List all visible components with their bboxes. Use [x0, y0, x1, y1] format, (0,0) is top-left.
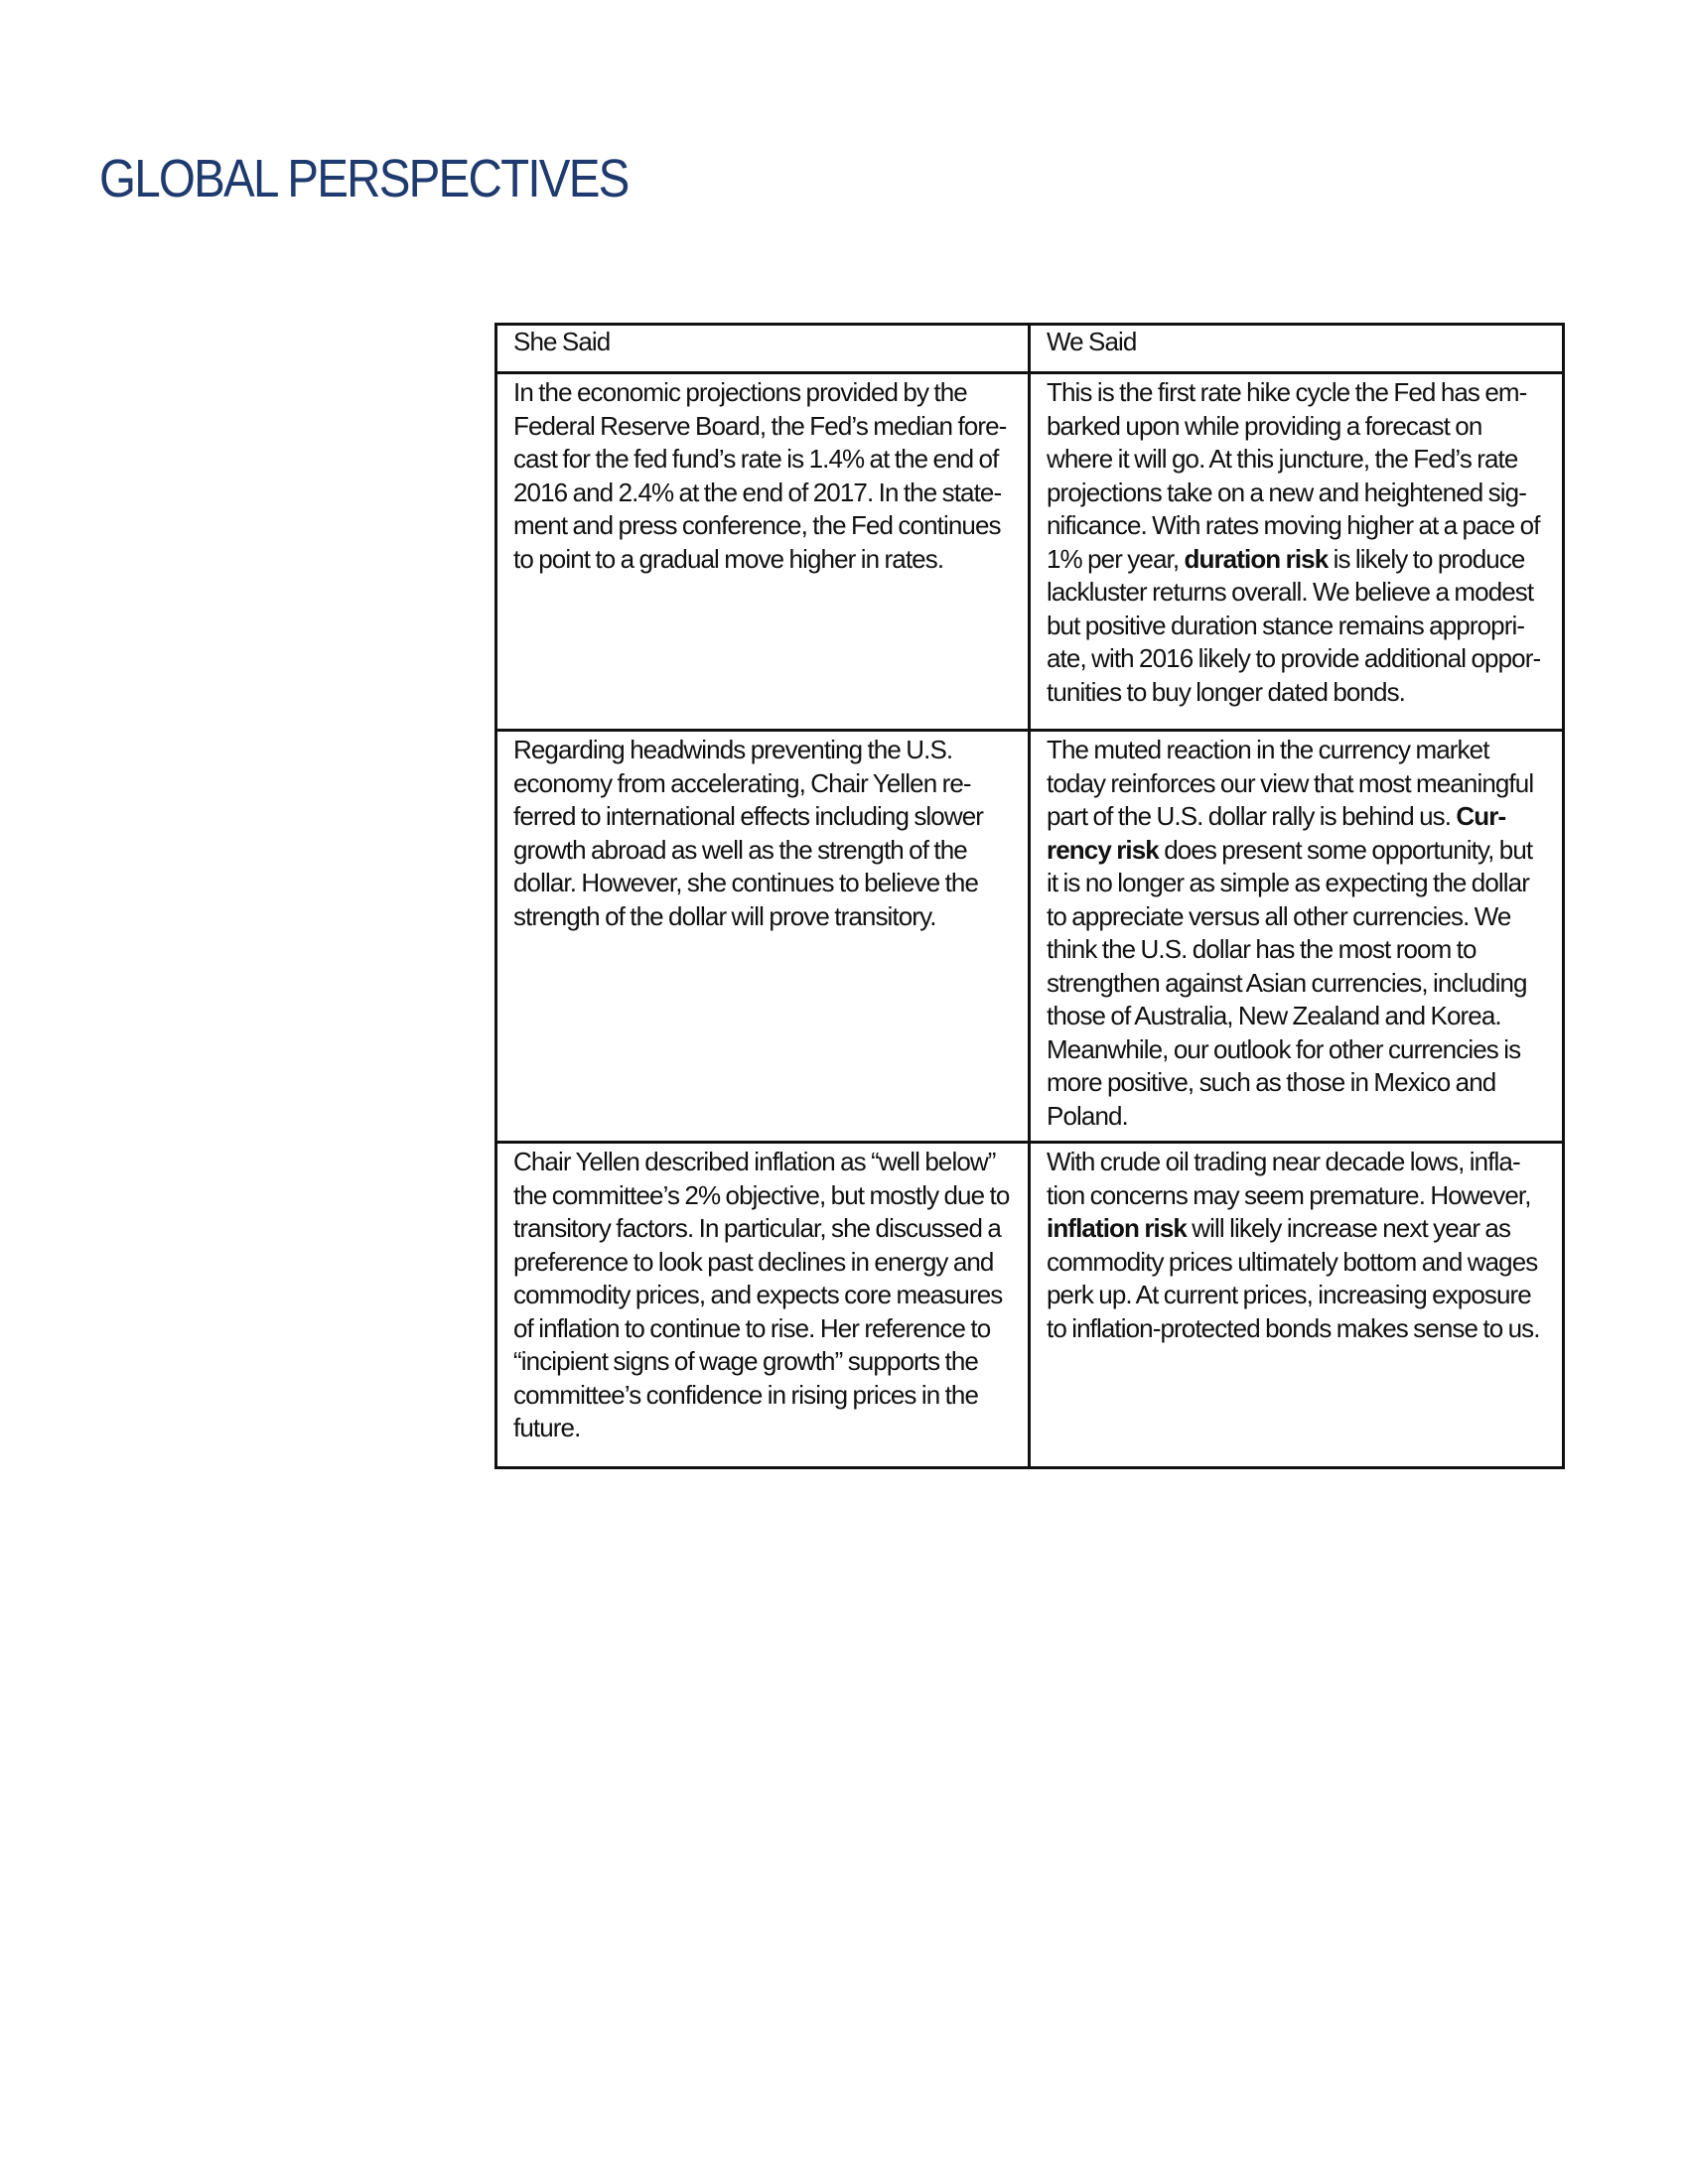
- text-line: of inflation to continue to rise. Her reference to: [513, 1312, 991, 1343]
- text-line: part of the U.S. dollar rally is behind us. Cur-: [1047, 801, 1506, 831]
- we-said-text: [1047, 734, 1548, 1133]
- text-line: today reinforces our view that most meaningful: [1047, 767, 1534, 798]
- text-line: think the U.S. dollar has the most room to: [1047, 934, 1477, 964]
- text-line: cast for the fed fund’s rate is 1.4% at the end of: [513, 444, 999, 474]
- text-line: tion concerns may seem premature. However,: [1047, 1179, 1531, 1210]
- text-line: With crude oil trading near decade lows, infla-: [1047, 1147, 1520, 1176]
- table-header-row: [496, 325, 1564, 373]
- we-said-cell: [1030, 1143, 1564, 1468]
- column-header-we-said: We Said: [1030, 325, 1564, 373]
- text-line: strength of the dollar will prove transitory.: [513, 900, 936, 931]
- text-line: commodity prices, and expects core measures: [513, 1280, 1003, 1309]
- text-line: to inflation-protected bonds makes sense to us.: [1047, 1312, 1540, 1343]
- text-line: ferred to international effects including slower: [513, 801, 984, 831]
- she-said-text: [513, 376, 1014, 576]
- text-line: ment and press conference, the Fed continues: [513, 510, 1001, 540]
- table-row: [496, 1143, 1564, 1468]
- text-line: economy from accelerating, Chair Yellen re-: [513, 767, 971, 798]
- text-line: barked upon while providing a forecast on: [1047, 410, 1482, 441]
- text-line: “incipient signs of wage growth” supports the: [513, 1346, 978, 1376]
- text-line: nificance. With rates moving higher at a pace of: [1047, 510, 1540, 540]
- risk-term-emphasis: Cur-: [1456, 801, 1506, 831]
- risk-term-emphasis: rency risk: [1047, 834, 1159, 865]
- text-line: Federal Reserve Board, the Fed’s median fore-: [513, 410, 1007, 441]
- text-line: tunities to buy longer dated bonds.: [1047, 676, 1406, 707]
- text-line: Poland.: [1047, 1100, 1128, 1131]
- text-line: Meanwhile, our outlook for other currencies is: [1047, 1033, 1521, 1064]
- text-line: committee’s confidence in rising prices in the: [513, 1379, 979, 1410]
- text-line: lackluster returns overall. We believe a modest: [1047, 577, 1534, 607]
- text-line: where it will go. At this juncture, the Fed’s rate: [1047, 444, 1518, 474]
- text-line: This is the first rate hike cycle the Fed has em-: [1047, 377, 1527, 407]
- text-line: rency risk does present some opportunity, but: [1047, 834, 1533, 865]
- we-said-cell: [1030, 373, 1564, 731]
- text-line: commodity prices ultimately bottom and wages: [1047, 1246, 1538, 1277]
- text-line: In the economic projections provided by the: [513, 377, 967, 407]
- she-said-cell: [496, 731, 1030, 1143]
- text-line: The muted reaction in the currency market: [1047, 735, 1489, 764]
- text-line: strengthen against Asian currencies, including: [1047, 967, 1527, 998]
- text-line: 1% per year, duration risk is likely to produce: [1047, 543, 1525, 574]
- she-said-text: [513, 734, 1014, 933]
- text-line: the committee’s 2% objective, but mostly due to: [513, 1179, 1010, 1210]
- text-line: transitory factors. In particular, she discussed a: [513, 1213, 1001, 1243]
- text-line: it is no longer as simple as expecting the dollar: [1047, 868, 1529, 897]
- text-line: inflation risk will likely increase next year as: [1047, 1213, 1511, 1243]
- text-line: to point to a gradual move higher in rates.: [513, 543, 944, 574]
- column-header-she-said: She Said: [496, 325, 1030, 373]
- she-said-we-said-table: [494, 323, 1565, 1469]
- text-line: ate, with 2016 likely to provide additional oppor-: [1047, 643, 1541, 673]
- text-line: Chair Yellen described inflation as “well below”: [513, 1147, 996, 1176]
- text-line: more positive, such as those in Mexico and: [1047, 1067, 1496, 1097]
- table-row: [496, 373, 1564, 731]
- text-line: to appreciate versus all other currencies. We: [1047, 900, 1511, 931]
- she-said-text: [513, 1146, 1014, 1445]
- text-line: projections take on a new and heightened sig-: [1047, 477, 1526, 507]
- we-said-text: [1047, 1146, 1548, 1345]
- text-line: dollar. However, she continues to believe the: [513, 868, 979, 897]
- text-line: those of Australia, New Zealand and Korea.: [1047, 1001, 1501, 1030]
- text-line: preference to look past declines in energy and: [513, 1246, 994, 1277]
- text-line: Regarding headwinds preventing the U.S.: [513, 735, 953, 764]
- text-line: but positive duration stance remains appropri-: [1047, 610, 1525, 640]
- we-said-cell: [1030, 731, 1564, 1143]
- she-said-cell: [496, 1143, 1030, 1468]
- table-row: [496, 731, 1564, 1143]
- text-line: future.: [513, 1413, 581, 1442]
- risk-term-emphasis: duration risk: [1184, 543, 1329, 574]
- she-said-cell: [496, 373, 1030, 731]
- we-said-text: [1047, 376, 1548, 709]
- text-line: perk up. At current prices, increasing exposure: [1047, 1280, 1531, 1309]
- risk-term-emphasis: inflation risk: [1047, 1213, 1187, 1243]
- text-line: growth abroad as well as the strength of the: [513, 834, 967, 865]
- text-line: 2016 and 2.4% at the end of 2017. In the state-: [513, 477, 1002, 507]
- page-title: GLOBAL PERSPECTIVES: [99, 149, 629, 208]
